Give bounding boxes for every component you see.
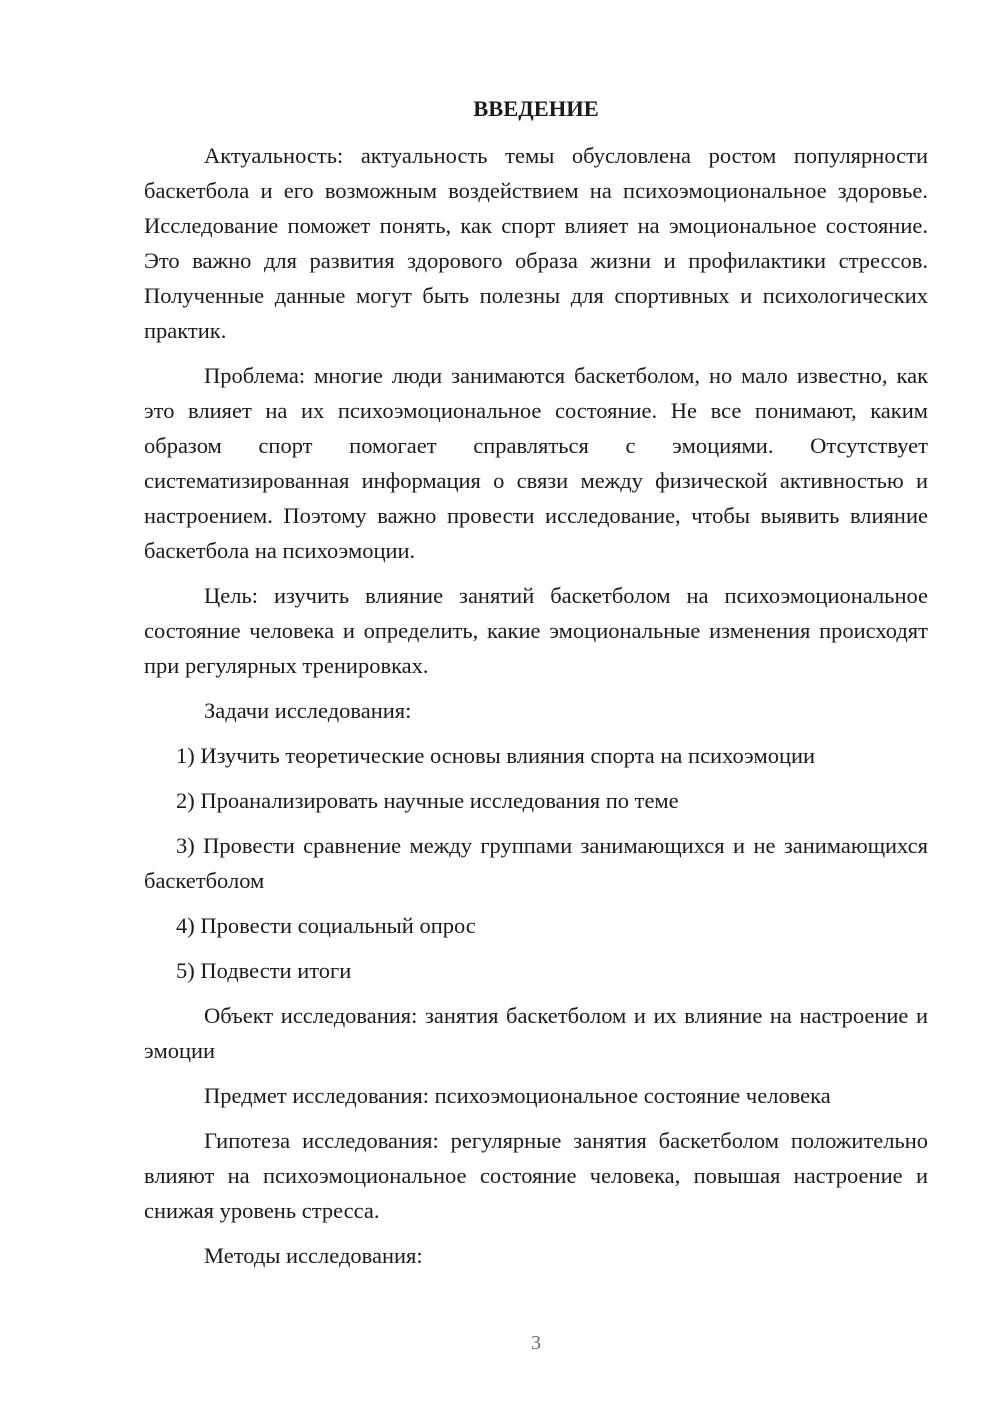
paragraph-goal: Цель: изучить влияние занятий баскетболом на психоэмоциональное состояние человека и определить, какие эмоциональные изменения происходят при регулярных тренировках. xyxy=(144,583,928,678)
task-item-4: 4) Провести социальный опрос xyxy=(176,913,476,938)
tasks-heading: Задачи исследования: xyxy=(204,698,412,723)
task-item-5: 5) Подвести итоги xyxy=(176,958,352,983)
paragraph-subject: Предмет исследования: психоэмоциональное состояние человека xyxy=(204,1083,831,1108)
page-number: 3 xyxy=(531,1332,541,1354)
paragraph-relevance: Актуальность: актуальность темы обусловлена ростом популярности баскетбола и его возможным воздействием на психоэмоциональное здоровье. Исследование поможет понять, как спорт влияет на эмоциональное состояние. Это важно для развития здорового образа жизни и профилактики стрессов. Полученные данные могут быть полезны для спортивных и психологических практик. xyxy=(144,143,928,343)
paragraph-object: Объект исследования: занятия баскетболом и их влияние на настроение и эмоции xyxy=(144,1003,928,1063)
task-item-3: 3) Провести сравнение между группами занимающихся и не занимающихся баскетболом xyxy=(144,833,928,893)
task-item-2: 2) Проанализировать научные исследования по теме xyxy=(176,788,679,813)
task-item-1: 1) Изучить теоретические основы влияния спорта на психоэмоции xyxy=(176,743,816,768)
section-title: ВВЕДЕНИЕ xyxy=(473,96,599,121)
methods-heading: Методы исследования: xyxy=(204,1243,423,1268)
paragraph-hypothesis: Гипотеза исследования: регулярные занятия баскетболом положительно влияют на психоэмоциональное состояние человека, повышая настроение и снижая уровень стресса. xyxy=(144,1128,928,1223)
paragraph-problem: Проблема: многие люди занимаются баскетболом, но мало известно, как это влияет на их психоэмоциональное состояние. Не все понимают, каким образом спорт помогает справляться с эмоциями. Отсутствует систематизированная информация о связи между физической активностью и настроением. Поэтому важно провести исследование, чтобы выявить влияние баскетбола на психоэмоции. xyxy=(144,363,928,563)
document-body xyxy=(144,92,928,1283)
